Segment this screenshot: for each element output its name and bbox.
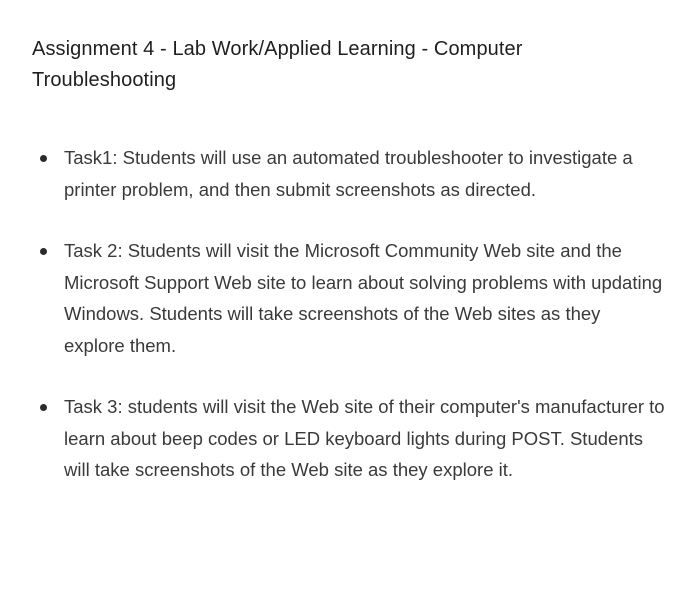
list-item-task-3	[36, 391, 666, 486]
page-title: Assignment 4 - Lab Work/Applied Learning - Computer Troubleshooting	[32, 38, 523, 91]
bullet-icon	[40, 404, 47, 411]
list-item-task-1	[36, 142, 666, 205]
list-item-task-2	[36, 235, 666, 361]
bullet-icon	[40, 155, 47, 162]
task-1-text: Task1: Students will use an automated troubleshooter to investigate a printer problem, and then submit screenshots as directed.	[64, 147, 633, 200]
task-2-text: Task 2: Students will visit the Microsoft Community Web site and the Microsoft Support Web site to learn about solving problems with updating Windows. Students will take screenshots of the Web sites as they explore them.	[64, 240, 663, 356]
bullet-icon	[40, 248, 47, 255]
task-list	[36, 142, 666, 516]
task-3-text: Task 3: students will visit the Web site of their computer's manufacturer to learn about beep codes or LED keyboard lights during POST. Students will take screenshots of the Web site as they explore it.	[64, 396, 665, 480]
